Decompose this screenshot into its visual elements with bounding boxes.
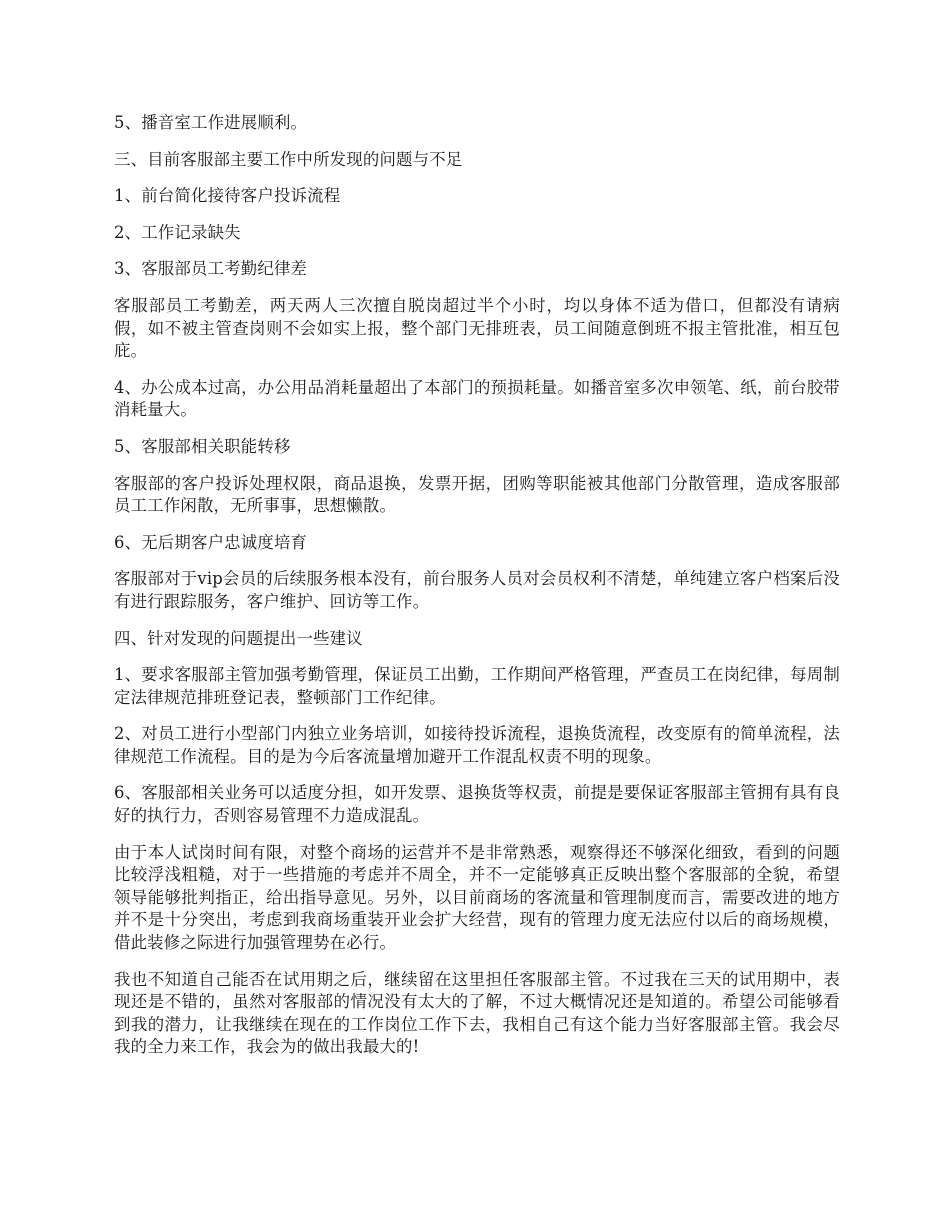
paragraph-conclusion: 由于本人试岗时间有限，对整个商场的运营并不是非常熟悉，观察得还不够深化细致，看到的问题比较浮浅粗糙，对于一些措施的考虑并不周全，并不一定能够真正反映出整个客服部的全貌，希望领导能够批判指正，给出指导意见。另外，以目前商场的客流量和管理制度而言，需要改进的地方并不是十分突出，考虑到我商场重装开业会扩大经营，现有的管理力度无法应付以后的商场规模，借此装修之际进行加强管理势在必行。 [114,842,840,953]
list-item-function-transfer: 5、客服部相关职能转移 [114,436,291,456]
paragraph-attendance-detail: 客服部员工考勤差，两天两人三次擅自脱岗超过半个小时，均以身体不适为借口，但都没有请病假，如不被主管查岗则不会如实上报，整个部门无排班表，员工间随意倒班不报主管批准，相互包庇。 [114,295,840,361]
list-item-suggestion-6: 6、客服部相关业务可以适度分担，如开发票、退换货等权责，前提是要保证客服部主管拥有具有良好的执行力，否则容易管理不力造成混乱。 [114,783,840,826]
paragraph-loyalty-detail: 客服部对于vip会员的后续服务根本没有，前台服务人员对会员权利不清楚，单纯建立客户档案后没有进行跟踪服务，客户维护、回访等工作。 [114,569,840,611]
list-item-complaint-process: 1、前台简化接待客户投诉流程 [114,186,341,206]
list-item-loyalty: 6、无后期客户忠诚度培育 [114,532,308,552]
section-heading-suggestions: 四、针对发现的问题提出一些建议 [114,628,363,648]
section-heading-problems: 三、目前客服部主要工作中所发现的问题与不足 [114,149,463,169]
paragraph-closing: 我也不知道自己能否在试用期之后，继续留在这里担任客服部主管。不过我在三天的试用期中，表现还是不错的，虽然对客服部的情况没有太大的了解，不过大概情况还是知道的。希望公司能够看到我的潜力，让我继续在现在的工作岗位工作下去，我相自己有这个能力当好客服部主管。我会尽我的全力来工作，我会为的做出我最大的! [114,969,840,1057]
list-item-office-cost: 4、办公成本过高，办公用品消耗量超出了本部门的预损耗量。如播音室多次申领笔、纸，前台胶带消耗量大。 [114,377,840,420]
paragraph-function-transfer-detail: 客服部的客户投诉处理权限，商品退换，发票开据，团购等职能被其他部门分散管理，造成客服部员工工作闲散，无所事事，思想懒散。 [114,473,840,516]
list-item-attendance: 3、客服部员工考勤纪律差 [114,259,308,279]
document-body [114,112,840,1073]
list-item-suggestion-2: 2、对员工进行小型部门内独立业务培训，如接待投诉流程，退换货流程，改变原有的简单流程，法律规范工作流程。目的是为今后客流量增加避开工作混乱权责不明的现象。 [114,724,840,766]
list-item-broadcast-room: 5、播音室工作进展顺利。 [114,113,308,132]
list-item-records-missing: 2、工作记录缺失 [114,222,241,242]
list-item-suggestion-1: 1、要求客服部主管加强考勤管理，保证员工出勤，工作期间严格管理，严查员工在岗纪律，每周制定法律规范排班登记表，整顿部门工作纪律。 [114,665,840,707]
